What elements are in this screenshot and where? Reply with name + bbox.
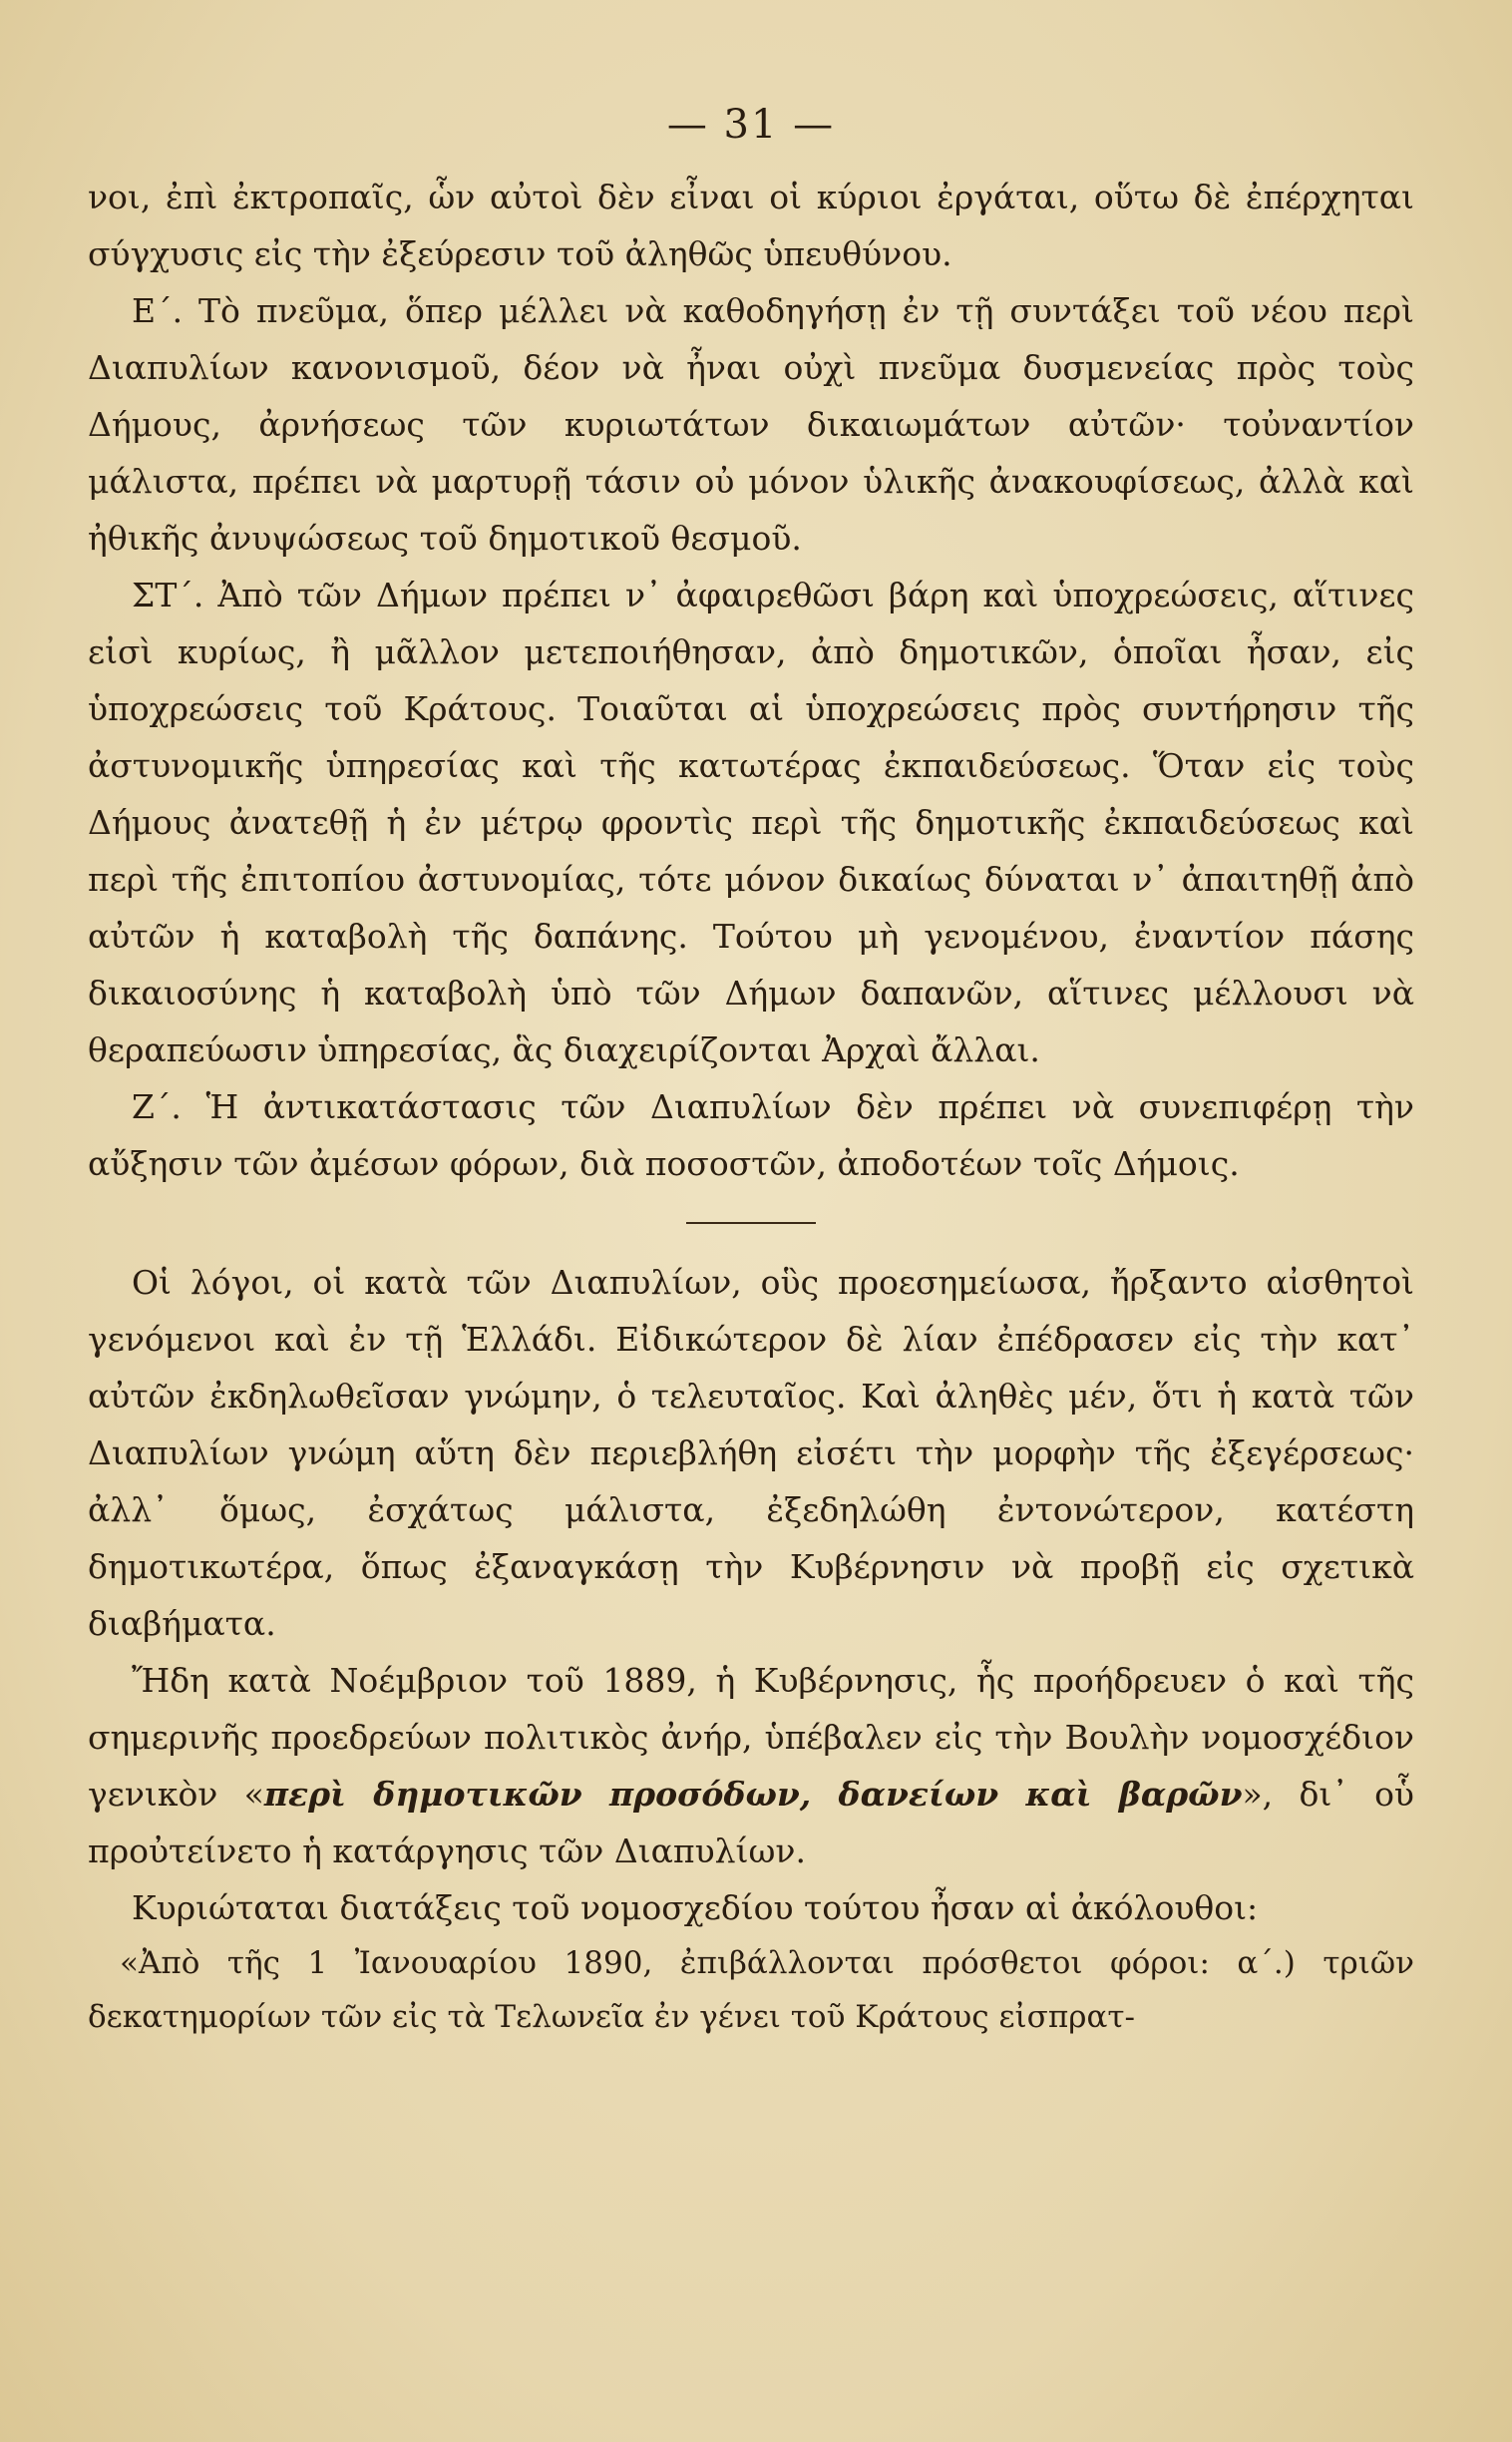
paragraph-provisions: Κυριώταται διατάξεις τοῦ νομοσχεδίου τούτου ἦσαν αἱ ἀκόλουθοι: [132,1888,1259,1927]
paragraph-point-st: ΣΤ΄. Ἀπὸ τῶν Δήμων πρέπει ν᾿ ἀφαιρεθῶσι βάρη καὶ ὑποχρεώσεις, αἵτινες εἰσὶ κυρίως, ἢ μᾶλλον μετεποιήθησαν, ἀπὸ δημοτικῶν, ὁποῖαι ἦσαν, εἰς ὑποχρεώσεις τοῦ Κράτους. Τοιαῦται αἱ ὑποχρεώσεις πρὸς συντήρησιν τῆς ἀστυνομικῆς ὑπηρεσίας καὶ τῆς κατωτέρας ἐκπαιδεύσεως. Ὅταν εἰς τοὺς Δήμους ἀνατεθῇ ἡ ἐν μέτρῳ φροντὶς περὶ τῆς δημοτικῆς ἐκπαιδεύσεως καὶ περὶ τῆς ἐπιτοπίου ἀστυνομίας, τότε μόνον δικαίως δύναται ν᾿ ἀπαιτηθῇ ἀπὸ αὐτῶν ἡ καταβολὴ τῆς δαπάνης. Τούτου μὴ γενομένου, ἐναντίον πάσης δικαιοσύνης ἡ καταβολὴ ὑπὸ τῶν Δήμων δαπανῶν, αἵτινες μέλλουσι νὰ θεραπεύωσιν ὑπηρεσίας, ἃς διαχειρίζονται Ἀρχαὶ ἄλλαι. [88,576,1414,1069]
section-divider [686,1222,816,1224]
bill-title: περὶ δημοτικῶν προσόδων, δανείων καὶ βαρῶν [263,1775,1243,1814]
paragraph-bill-1889 [88,1652,1414,1879]
bill-text-end: », δι᾿ οὗ προὐτείνετο ἡ κατάργησις τῶν Διαπυλίων. [88,1775,1414,1870]
page-number: — 31 — [666,102,836,148]
paragraph-continuation: νοι, ἐπὶ ἐκτροπαῖς, ὧν αὐτοὶ δὲν εἶναι οἱ κύριοι ἐργάται, οὕτω δὲ ἐπέρχηται σύγχυσις εἰς τὴν ἐξεύρεσιν τοῦ ἀληθῶς ὑπευθύνου. [88,178,1414,273]
quoted-provision: «Ἀπὸ τῆς 1 Ἰανουαρίου 1890, ἐπιβάλλονται πρόσθετοι φόροι: α΄.) τριῶν δεκατημορίων τῶν εἰς τὰ Τελωνεῖα ἐν γένει τοῦ Κράτους εἰσπρατ- [88,1945,1414,2035]
paragraph-point-z: Ζ΄. Ἡ ἀντικατάστασις τῶν Διαπυλίων δὲν πρέπει νὰ συνεπιφέρῃ τὴν αὔξησιν τῶν ἀμέσων φόρων, διὰ ποσοστῶν, ἀποδοτέων τοῖς Δήμοις. [88,1087,1414,1183]
paragraph-point-e: Ε΄. Τὸ πνεῦμα, ὅπερ μέλλει νὰ καθοδηγήσῃ ἐν τῇ συντάξει τοῦ νέου περὶ Διαπυλίων κανονισμοῦ, δέον νὰ ἦναι οὐχὶ πνεῦμα δυσμενείας πρὸς τοὺς Δήμους, ἀρνήσεως τῶν κυριωτάτων δικαιωμάτων αὐτῶν· τοὐναντίον μάλιστα, πρέπει νὰ μαρτυρῇ τάσιν οὐ μόνον ὑλικῆς ἀνακουφίσεως, ἀλλὰ καὶ ἠθικῆς ἀνυψώσεως τοῦ δημοτικοῦ θεσμοῦ. [88,291,1414,558]
paragraph-reasons: Οἱ λόγοι, οἱ κατὰ τῶν Διαπυλίων, οὓς προεσημείωσα, ἤρξαντο αἰσθητοὶ γενόμενοι καὶ ἐν τῇ Ἑλλάδι. Εἰδικώτερον δὲ λίαν ἐπέδρασεν εἰς τὴν κατ᾿ αὐτῶν ἐκδηλωθεῖσαν γνώμην, ὁ τελευταῖος. Καὶ ἀληθὲς μέν, ὅτι ἡ κατὰ τῶν Διαπυλίων γνώμη αὕτη δὲν περιεβλήθη εἰσέτι τὴν μορφὴν τῆς ἐξεγέρσεως· ἀλλ᾿ ὅμως, ἐσχάτως μάλιστα, ἐξεδηλώθη ἐντονώτερον, κατέστη δημοτικωτέρα, ὅπως ἐξαναγκάσῃ τὴν Κυβέρνησιν νὰ προβῇ εἰς σχετικὰ διαβήματα. [88,1263,1414,1643]
bill-text-start: Ἤδη κατὰ Νοέμβριον τοῦ 1889, ἡ Κυβέρνησις, ἧς προήδρευεν ὁ καὶ τῆς σημερινῆς προεδρεύων πολιτικὸς ἀνήρ, ὑπέβαλεν εἰς τὴν Βουλὴν νομοσχέδιον γενικὸν « [88,1661,1414,1814]
